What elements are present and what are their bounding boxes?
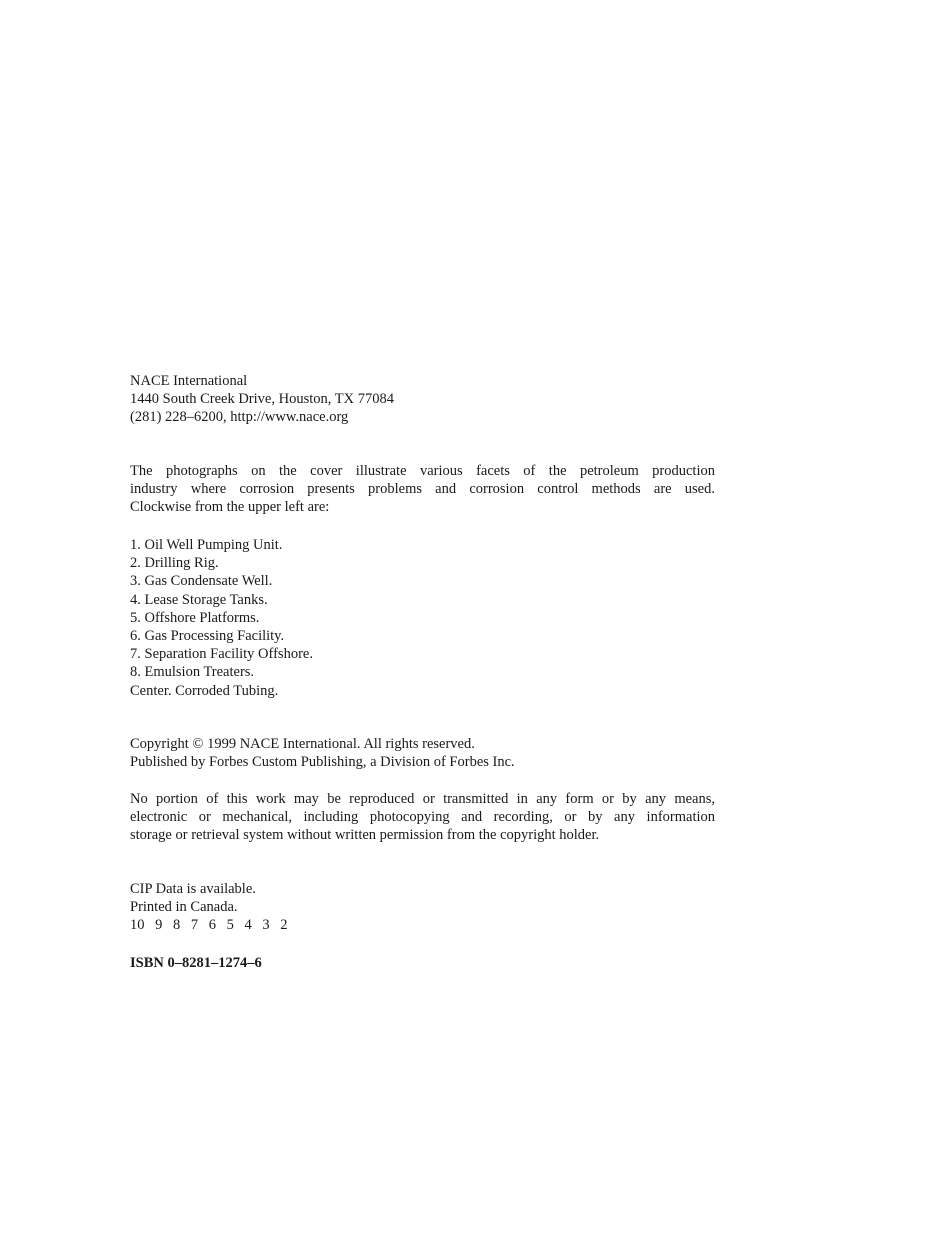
photo-list-item: 8. Emulsion Treaters. — [130, 664, 255, 681]
photo-list-item: 3. Gas Condensate Well. — [130, 573, 273, 590]
cover-description — [130, 462, 715, 517]
print-number: 3 — [262, 917, 270, 934]
isbn: ISBN 0–8281–1274–6 — [130, 955, 262, 971]
publisher-name: NACE International — [130, 373, 248, 389]
photo-list-item: 6. Gas Processing Facility. — [130, 628, 285, 645]
print-number: 9 — [155, 917, 163, 934]
cover-description-line: Clockwise from the upper left are: — [130, 499, 330, 516]
cover-description-line: industry where corrosion presents problems and corrosion control methods are used. — [130, 481, 715, 498]
photo-list — [130, 536, 715, 700]
photo-list-item: 7. Separation Facility Offshore. — [130, 646, 313, 663]
publisher-credit: Published by Forbes Custom Publishing, a Division of Forbes Inc. — [130, 754, 515, 771]
print-number: 7 — [190, 917, 199, 934]
print-number: 6 — [208, 917, 216, 934]
cip-data: CIP Data is available. — [130, 881, 256, 897]
rights-notice — [130, 790, 715, 845]
publisher-contact: (281) 228–6200, http://www.nace.org — [130, 409, 349, 426]
photo-list-item: 1. Oil Well Pumping Unit. — [130, 537, 283, 553]
cip-block — [130, 880, 715, 935]
rights-notice-line: storage or retrieval system without written permission from the copyright holder. — [130, 827, 600, 844]
rights-notice-line: No portion of this work may be reproduced or transmitted in any form or by any means, — [130, 791, 715, 807]
copyright-notice: Copyright © 1999 NACE International. All rights reserved. — [130, 736, 475, 752]
publisher-street-address: 1440 South Creek Drive, Houston, TX 77084 — [130, 391, 394, 408]
cover-description-line: The photographs on the cover illustrate various facets of the petroleum production — [130, 463, 715, 479]
print-number-line — [130, 916, 715, 934]
photo-list-item: Center. Corroded Tubing. — [130, 682, 279, 699]
copyright-block — [130, 735, 715, 771]
printed-in: Printed in Canada. — [130, 899, 238, 916]
print-number: 10 — [130, 917, 145, 934]
print-number: 2 — [280, 917, 288, 934]
photo-list-item: 2. Drilling Rig. — [130, 555, 219, 572]
print-number: 4 — [244, 917, 252, 934]
print-number: 8 — [173, 917, 181, 934]
print-number: 5 — [226, 917, 234, 934]
photo-list-item: 5. Offshore Platforms. — [130, 609, 260, 626]
rights-notice-line: electronic or mechanical, including photocopying and recording, or by any information — [130, 809, 715, 826]
photo-list-item: 4. Lease Storage Tanks. — [130, 591, 268, 608]
publisher-address-block — [130, 372, 715, 427]
